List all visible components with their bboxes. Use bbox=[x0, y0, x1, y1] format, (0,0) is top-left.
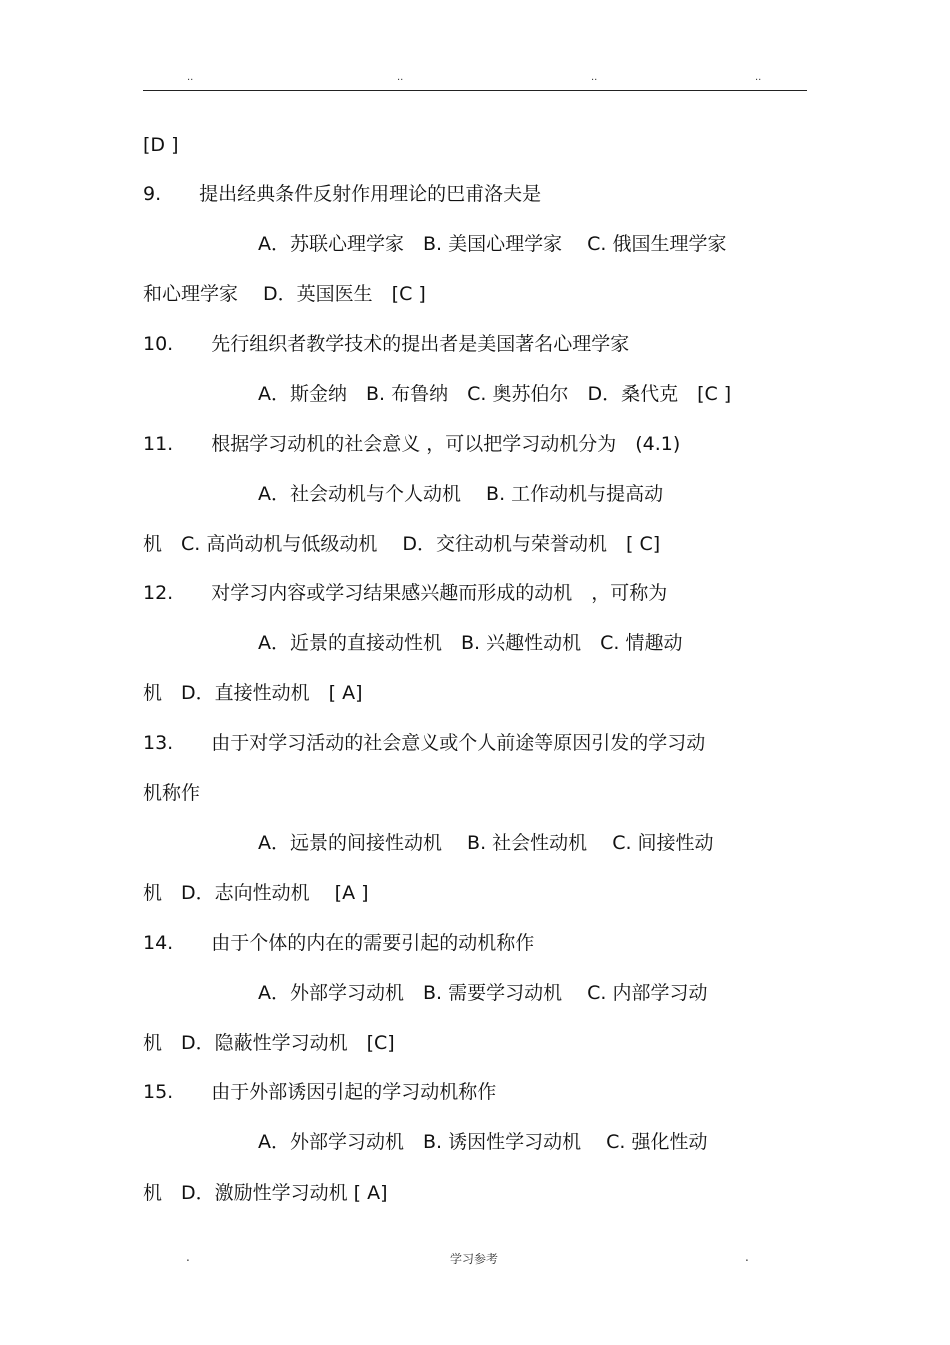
question-15-options-cont: 机 D．激励性学习动机 [ A] bbox=[143, 1182, 388, 1204]
question-9-options: A．苏联心理学家 B. 美国心理学家 C. 俄国生理学家 bbox=[258, 233, 727, 255]
question-9-options-cont: 和心理学家 D．英国医生 [C ] bbox=[143, 283, 426, 305]
header-mark: .. bbox=[187, 72, 194, 83]
header-mark: .. bbox=[397, 72, 404, 83]
question-11-options-cont: 机 C. 高尚动机与低级动机 D．交往动机与荣誉动机 [ C] bbox=[143, 533, 661, 555]
question-11-options: A．社会动机与个人动机 B. 工作动机与提高动 bbox=[258, 483, 664, 505]
question-9: 9. 提出经典条件反射作用理论的巴甫洛夫是 bbox=[143, 183, 542, 205]
question-10-options: A．斯金纳 B. 布鲁纳 C. 奥苏伯尔 D．桑代克 [C ] bbox=[258, 383, 732, 405]
footer-left-mark: . bbox=[186, 1250, 190, 1264]
question-10: 10. 先行组织者教学技术的提出者是美国著名心理学家 bbox=[143, 333, 630, 355]
header-mark: .. bbox=[755, 72, 762, 83]
question-12-options: A．近景的直接动性机 B. 兴趣性动机 C. 情趣动 bbox=[258, 632, 683, 654]
question-14: 14. 由于个体的内在的需要引起的动机称作 bbox=[143, 932, 535, 954]
question-14-options: A．外部学习动机 B. 需要学习动机 C. 内部学习动 bbox=[258, 982, 708, 1004]
question-11: 11. 根据学习动机的社会意义 ，可以把学习动机分为 (4.1) bbox=[143, 433, 681, 455]
question-13: 13. 由于对学习活动的社会意义或个人前途等原因引发的学习动 bbox=[143, 732, 706, 754]
footer-text: 学习参考 bbox=[450, 1252, 499, 1266]
question-15: 15. 由于外部诱因引起的学习动机称作 bbox=[143, 1081, 497, 1103]
question-12: 12. 对学习内容或学习结果感兴趣而形成的动机 ，可称为 bbox=[143, 582, 668, 604]
header-mark: .. bbox=[591, 72, 598, 83]
question-15-options: A．外部学习动机 B. 诱因性学习动机 C. 强化性动 bbox=[258, 1131, 708, 1153]
footer-right-mark: . bbox=[745, 1250, 749, 1264]
answer-line: [D ] bbox=[143, 134, 179, 156]
question-14-options-cont: 机 D．隐蔽性学习动机 [C] bbox=[143, 1032, 395, 1054]
question-12-options-cont: 机 D．直接性动机 [ A] bbox=[143, 682, 363, 704]
question-13-options: A．远景的间接性动机 B. 社会性动机 C. 间接性动 bbox=[258, 832, 714, 854]
header-rule bbox=[143, 90, 807, 91]
question-13-options-cont: 机 D．志向性动机 [A ] bbox=[143, 882, 369, 904]
question-13-cont: 机称作 bbox=[143, 782, 201, 804]
